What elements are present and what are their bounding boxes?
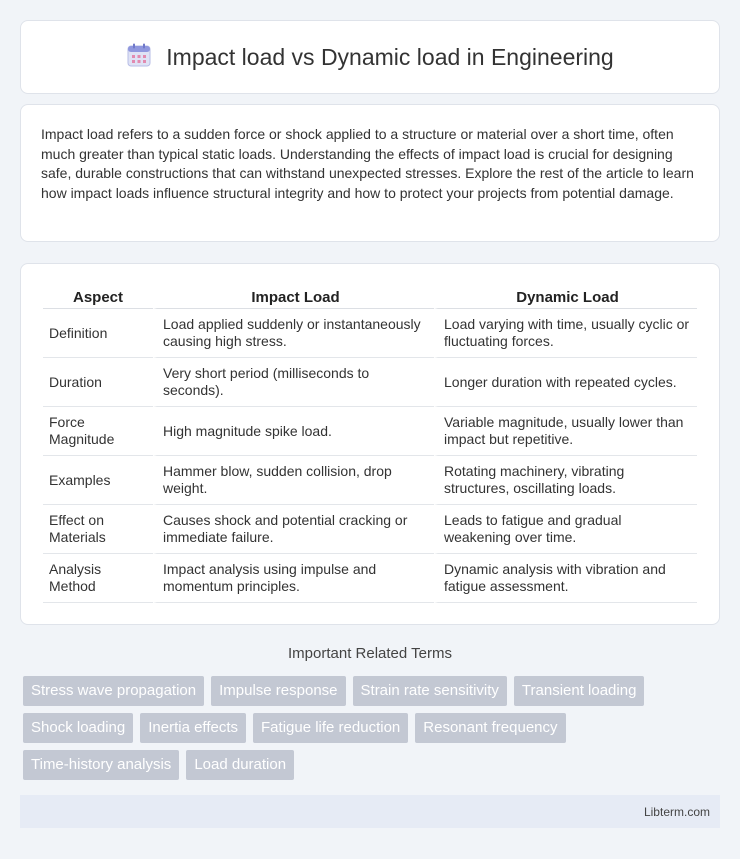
impact-cell: High magnitude spike load. (153, 407, 434, 456)
footer (20, 795, 720, 828)
header-impact-load: Impact Load (153, 286, 434, 309)
related-term-tag[interactable]: Time-history analysis (23, 750, 179, 780)
comparison-card (20, 263, 720, 625)
aspect-cell: Analysis Method (43, 554, 153, 603)
table-row (43, 505, 697, 554)
calendar-icon (126, 42, 152, 73)
dynamic-cell: Longer duration with repeated cycles. (434, 358, 697, 407)
related-term-tag[interactable]: Strain rate sensitivity (353, 676, 507, 706)
page-title: Impact load vs Dynamic load in Engineering (166, 43, 614, 70)
related-term-tag[interactable]: Resonant frequency (415, 713, 565, 743)
header-dynamic-load: Dynamic Load (434, 286, 697, 309)
impact-cell: Causes shock and potential cracking or immediate failure. (153, 505, 434, 554)
dynamic-cell: Dynamic analysis with vibration and fatigue assessment. (434, 554, 697, 603)
footer-site-link[interactable]: Libterm.com (643, 805, 710, 819)
dynamic-cell: Load varying with time, usually cyclic or fluctuating forces. (434, 309, 697, 358)
related-term-tag[interactable]: Fatigue life reduction (253, 713, 408, 743)
related-terms-section (20, 645, 720, 780)
related-term-tag[interactable]: Transient loading (514, 676, 645, 706)
dynamic-cell: Variable magnitude, usually lower than impact but repetitive. (434, 407, 697, 456)
header-card (20, 20, 720, 94)
impact-cell: Very short period (milliseconds to seconds). (153, 358, 434, 407)
comparison-table (43, 286, 697, 603)
related-term-tag[interactable]: Load duration (186, 750, 294, 780)
related-terms-title: Important Related Terms (288, 645, 452, 662)
intro-paragraph: Impact load refers to a sudden force or shock applied to a structure or material over a short time, often much greater than typical static loads. Understanding the effects of impact load is crucial for designing safe, durable constructions that can withstand unexpected stresses. Explore the rest of the article to learn how impact loads influence structural integrity and how to protect your projects from potential damage. (41, 126, 694, 201)
related-term-tag[interactable]: Impulse response (211, 676, 345, 706)
header-aspect: Aspect (43, 286, 153, 309)
dynamic-cell: Leads to fatigue and gradual weakening over time. (434, 505, 697, 554)
related-term-tag[interactable]: Stress wave propagation (23, 676, 204, 706)
aspect-cell: Duration (43, 358, 153, 407)
impact-cell: Hammer blow, sudden collision, drop weight. (153, 456, 434, 505)
impact-cell: Impact analysis using impulse and momentum principles. (153, 554, 434, 603)
table-row (43, 309, 697, 358)
dynamic-cell: Rotating machinery, vibrating structures, oscillating loads. (434, 456, 697, 505)
related-terms-list (20, 676, 720, 780)
table-row (43, 456, 697, 505)
aspect-cell: Examples (43, 456, 153, 505)
intro-card (20, 104, 720, 242)
related-term-tag[interactable]: Shock loading (23, 713, 133, 743)
related-term-tag[interactable]: Inertia effects (140, 713, 246, 743)
aspect-cell: Effect on Materials (43, 505, 153, 554)
table-row (43, 407, 697, 456)
impact-cell: Load applied suddenly or instantaneously causing high stress. (153, 309, 434, 358)
aspect-cell: Definition (43, 309, 153, 358)
table-header-row (43, 286, 697, 309)
table-row (43, 358, 697, 407)
aspect-cell: Force Magnitude (43, 407, 153, 456)
table-row (43, 554, 697, 603)
